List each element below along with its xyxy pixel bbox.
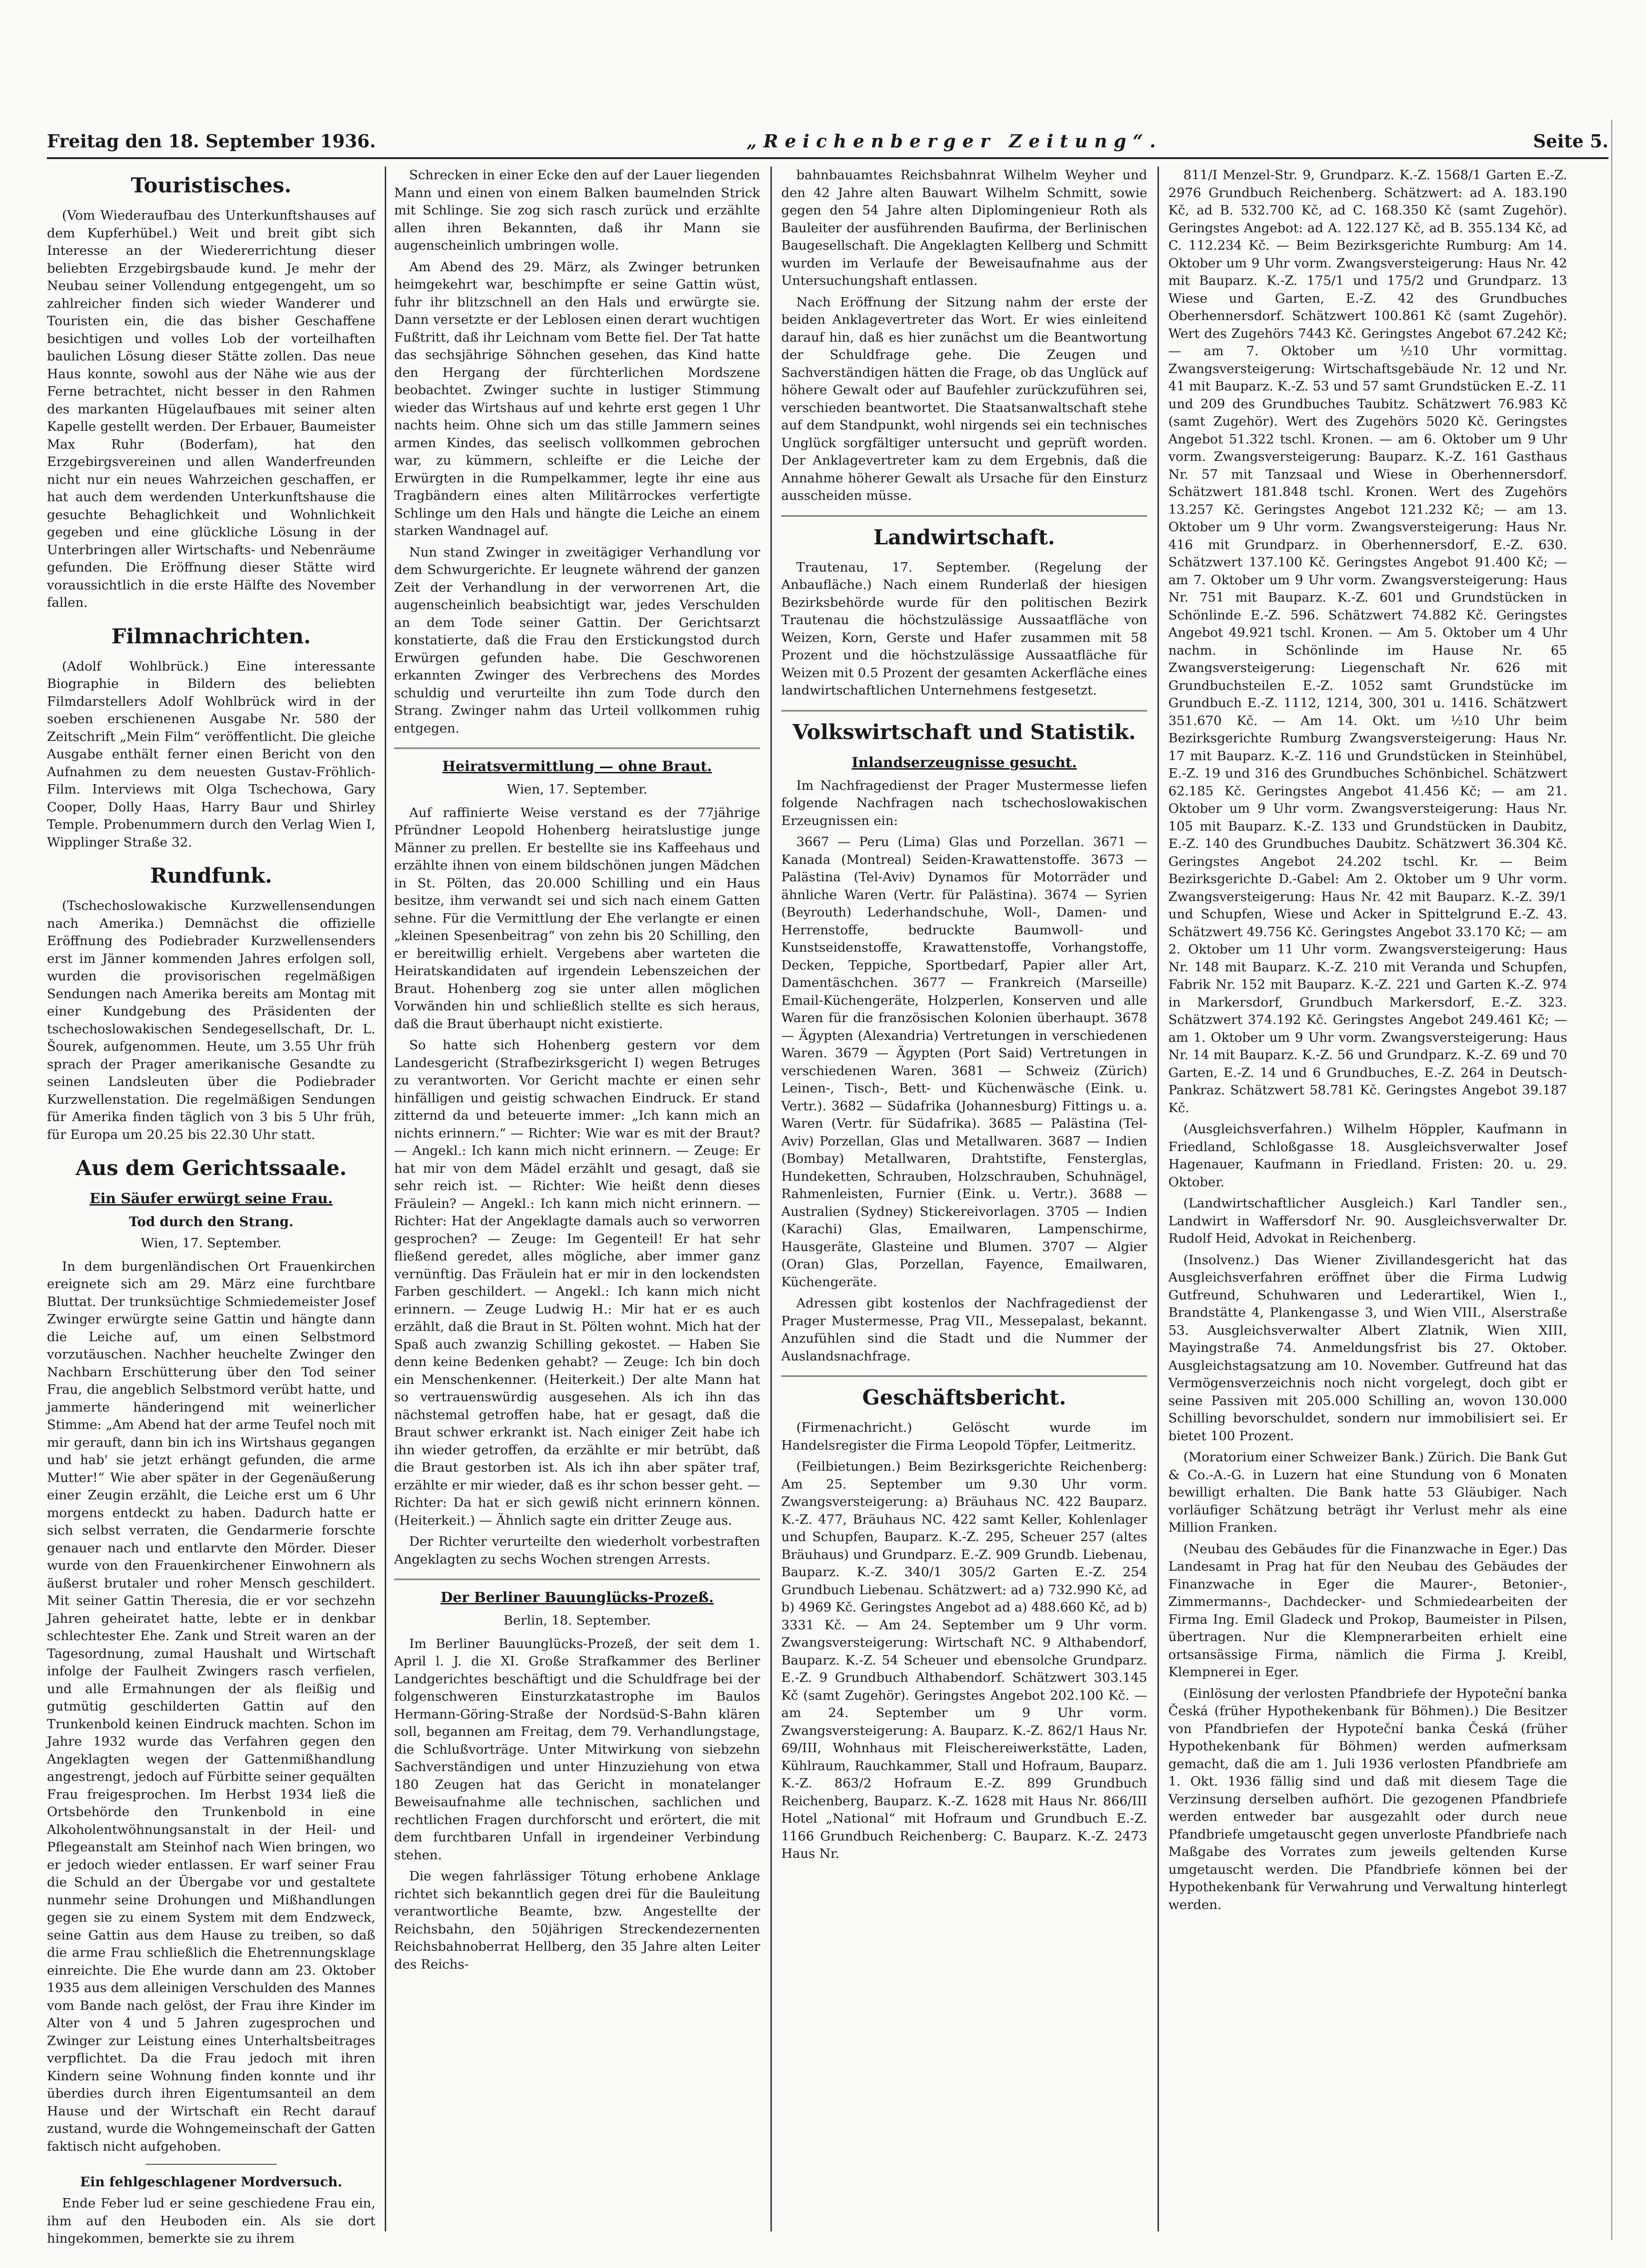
article-text: (Neubau des Gebäudes für die Finanzwache in Eger.) Das Landesamt in Prag hat für den Neubau des Gebäudes der Finanzwache in Eger die Maurer-, Betonier-, Zimmermanns-, Dachdecker- und Schmiedearbeiten der Firma Ing. Emil Gladeck und Prokop, Baumeister in Pilsen, übertragen. Nur die Klempnerarbeiten erhielt eine ortsansässige Firma, nämlich die Firma J. Kreibl, Klempnerei in Eger. xyxy=(1168,1541,1567,1680)
section-tourist xyxy=(47,173,375,612)
column-2 xyxy=(394,167,760,2231)
section-radio xyxy=(47,863,375,1144)
separator xyxy=(781,515,1147,517)
article-subheadline: Tod durch den Strang. xyxy=(129,1214,294,1229)
article-text: In dem burgenländischen Ort Frauenkirchen ereignete sich am 29. März eine furchtbare Bluttat. Der trunksüchtige Schmiedemeister Josef Zwinger erwürgte seine Gattin und hängte dann die Leiche auf, um einen Selbstmord vorzutäuschen. Nachher heuchelte Zwinger den Nachbarn Erschütterung über den Tod seiner Frau, die angeblich Selbstmord verübt hatte, und jammerte händeringend mit weinerlicher Stimme: „Am Abend hat der arme Teufel noch mit mir gerauft, dann bin ich ins Wirtshaus gegangen und hab' sie jetzt erhängt gefunden, die arme Mutter!“ Wie aber später in der Gegenäußerung einer Zeugin erzählt, die Leiche erst um 6 Uhr morgens entdeckt zu haben. Dadurch hatte er sich selbst verraten, die Gendarmerie forschte genauer nach und entlarvte den Mörder. Dieser wurde von den Frauenkirchener Einwohnern als äußerst brutaler und roher Mensch geschildert. Mit seiner Gattin Theresia, die er vor sechzehn Jahren geheiratet hatte, lebte er in denkbar schlechtester Ehe. Zank und Streit waren an der Tagesordnung, zumal Haushalt und Wirtschaft infolge der Faulheit Zwingers rasch verfielen, und alle Ermahnungen der als fleißig und gutmütig geschilderten Gattin auf den Trunkenbold keinen Eindruck machten. Schon im Jahre 1932 wurde das Verfahren gegen den Angeklagten wegen der Gattenmißhandlung angestrengt, jedoch auf Fürbitte seiner gequälten Frau freigesprochen. Im Herbst 1934 ließ die Ortsbehörde den Trunkenbold in eine Alkoholentwöhnungsanstalt in der Heil- und Pflegeanstalt am Steinhof nach Wien bringen, wo er jedoch wieder entlassen. Er warf seiner Frau die Schuld an der Übergabe vor und gestaltete nunmehr seine Drohungen und Mißhandlungen gegen sie zu einem System mit dem Endzweck, seine Gattin aus dem Hause zu treiben, so daß die arme Frau schließlich die Ehetrennungsklage einreichte. Die Ehe wurde dann am 23. Oktober 1935 aus dem alleinigen Verschulden des Mannes vom Bande nach gelöst, der Frau ihre Kinder im Alter von 4 und 5 Jahren zugesprochen und Zwinger zur Leistung eines Unterhaltsbeitrages verpflichtet. Da die Frau jedoch mit ihren Kindern seine Wohnung finden konnte und ihr überdies durch ihren Eigentumsanteil an dem Hause und der Wirtschaft ein Recht darauf zustand, wurde die Wohngemeinschaft der Gatten faktisch nicht aufgehoben. xyxy=(47,1259,375,2154)
separator xyxy=(394,748,760,749)
article-headline: Der Berliner Bauunglücks-Prozeß. xyxy=(440,1589,714,1606)
article-text: 811/I Menzel-Str. 9, Grundparz. K.-Z. 1568/1 Garten E.-Z. 2976 Grundbuch Reichenberg. Schätzwert: ad A. 183.190 Kč, ad B. 532.700 Kč, ad C. 168.350 Kč (samt Zugehör). Geringstes Angebot: ad A. 122.127 Kč, ad B. 355.134 Kč, ad C. 112.234 Kč. — Beim Bezirksgerichte Rumburg: Am 14. Oktober um 9 Uhr vorm. Zwangsversteigerung: Haus Nr. 42 mit Bauparz. K.-Z. 175/1 und 175/2 und Grundparz. 13 Wiese und Garten, E.-Z. 42 des Grundbuches Oberhennersdorf. Schätzwert 100.861 Kč (samt Zugehör). Wert des Zugehörs 7443 Kč. Geringstes Angebot 67.242 Kč; — am 7. Oktober um ½10 Uhr vormittag. Zwangsversteigerung: Wirtschaftsgebäude Nr. 12 und Nr. 41 mit Bauparz. K.-Z. 53 und 57 samt Grundstücken E.-Z. 11 und 209 des Grundbuches Taubitz. Schätzwert 76.983 Kč (samt Zugehör). Wert des Zugehörs 5020 Kč. Geringstes Angebot 51.322 tschl. Kronen. — am 6. Oktober um 9 Uhr vorm. Zwangsversteigerung: Bauparz. K.-Z. 161 Gasthaus Nr. 57 mit Tanzsaal und Wiese in Oberhennersdorf. Schätzwert 181.848 tschl. Kronen. Wert des Zugehörs 13.257 Kč. Geringstes Angebot 121.232 Kč; — am 13. Oktober um 9 Uhr vorm. Zwangsversteigerung: Haus Nr. 416 mit Grundparz. in Oberhennersdorf, E.-Z. 630. Schätzwert 137.100 Kč. Geringstes Angebot 91.400 Kč; — am 7. Oktober um 9 Uhr vorm. Zwangsversteigerung: Haus Nr. 751 mit Bauparz. K.-Z. 601 und Grundstücken in Schönlinde E.-Z. 596. Schätzwert 74.882 Kč. Geringstes Angebot 49.921 tschl. Kronen. — Am 5. Oktober um 4 Uhr nachm. in Schönlinde im Hause Nr. 65 Zwangsversteigerung: Liegenschaft Nr. 626 mit Grundbuchsteilen E.-Z. 1052 samt Grundstücke im Grundbuch E.-Z. 1112, 1214, 300, 301 u. 1416. Schätzwert 351.670 Kč. — Am 14. Okt. um ½10 Uhr beim Bezirksgerichte Rumburg Zwangsversteigerung: Haus Nr. 17 mit Bauparz. K.-Z. 116 und Grundstücken in Steinhübel, E.-Z. 19 und 316 des Grundbuches Schönbichel. Schätzwert 62.185 Kč. Geringstes Angebot 41.456 Kč; — am 21. Oktober um 9 Uhr vorm. Zwangsversteigerung: Haus Nr. 105 mit Bauparz. K.-Z. 133 und Grundstücken in Daubitz, E.-Z. 140 des Grundbuches Daubitz. Schätzwert 36.304 Kč. Geringstes Angebot 24.202 tschl. Kr. — Beim Bezirksgerichte D.-Gabel: Am 2. Oktober um 9 Uhr vorm. Zwangsversteigerung: Haus Nr. 42 mit Bauparz. K.-Z. 39/1 und Schupfen, Wiese und Acker in Spittelgrund E.-Z. 43. Schätzwert 49.756 Kč. Geringstes Angebot 33.170 Kč; — am 2. Oktober um 11 Uhr vorm. Zwangsversteigerung: Haus Nr. 148 mit Bauparz. K.-Z. 210 mit Veranda und Schupfen, Fabrik Nr. 152 mit Bauparz. K.-Z. 221 und Garten K.-Z. 974 in Markersdorf, Grundbuch Markersdorf, E.-Z. 323. Schätzwert 374.192 Kč. Geringstes Angebot 249.461 Kč; — am 1. Oktober um 9 Uhr vorm. Zwangsversteigerung: Haus Nr. 14 mit Bauparz. K.-Z. 56 und Grundparz. K.-Z. 69 und 70 Garten, E.-Z. 14 und 6 Grundbuches, E.-Z. 264 in Deutsch-Pankraz. Schätzwert 58.781 Kč. Geringstes Angebot 39.187 Kč. xyxy=(1168,168,1567,1115)
article-text: Der Richter verurteilte den wiederholt vorbestraften Angeklagten zu sechs Wochen strengen Arrests. xyxy=(394,1534,760,1567)
article-text: Am Abend des 29. März, als Zwinger betrunken heimgekehrt war, beschimpfte er seine Gattin wüst, fuhr ihr blitzschnell an den Hals und erwürgte sie. Dann versetzte er der Leblosen einen derart wuchtigen Fußtritt, daß ihr Leichnam vom Bette fiel. Der Tat hatte das sechsjährige Söhnchen gesehen, das Kind hatte den Hergang der fürchterlichen Mordszene beobachtet. Zwinger suchte in lustiger Stimmung wieder das Wirtshaus auf und kehrte erst gegen 1 Uhr nachts heim. Ohne sich um das stille Jammern seines armen Kindes, das seelisch vollkommen gebrochen war, zu kümmern, schleifte er die Leiche der Erwürgten in die Rumpelkammer, legte ihr eine aus Tragbändern eines alten Militärrockes verfertigte Schlinge um den Hals und hängte die Leiche an einem starken Wandnagel auf. xyxy=(394,259,760,538)
article-text: Schrecken in einer Ecke den auf der Lauer liegenden Mann und einen von einem Balken baumelnden Strick mit Schlinge. Sie zog sich rasch zurück und erzählte allen ihren Bekannten, daß ihr Mann sie augenscheinlich umbringen wolle. xyxy=(394,168,760,253)
article-text: bahnbauamtes Reichsbahnrat Wilhelm Weyher und den 42 Jahre alten Bauwart Wilhelm Schmitt, sowie gegen den 54 Jahre alten Diplomingenieur Roth als Bauleiter der ausführenden Baufirma, der Berlinischen Baugesellschaft. Die Angeklagten Kellberg und Schmitt wurden im Verlaufe der Beweisaufnahme aus der Untersuchungshaft entlassen. xyxy=(781,168,1147,288)
section-film xyxy=(47,624,375,852)
article-text: Im Nachfragedienst der Prager Mustermesse liefen folgende Nachfragen nach tschechoslowakischen Erzeugnissen ein: xyxy=(781,778,1147,828)
article-text: Ende Feber lud er seine geschiedene Frau ein, ihm auf den Heuboden ein. Als sie dort hingekommen, bemerkte sie zu ihrem xyxy=(47,2196,375,2246)
column-4 xyxy=(1168,167,1567,2231)
article-text: (Moratorium einer Schweizer Bank.) Zürich. Die Bank Gut & Co.-A.-G. in Luzern hat eine Stundung von 6 Monaten bewilligt erhalten. Die Bank hatte 53 Gläubiger. Nach vorläufiger Schätzung beträgt ihr Verlust mehr als eine Million Franken. xyxy=(1168,1450,1567,1535)
article-text: So hatte sich Hohenberg gestern vor dem Landesgericht (Strafbezirksgericht I) wegen Betruges zu verantworten. Vor Gericht machte er einen sehr hinfälligen und geistig schwachen Eindruck. Er stand zitternd da und beteuerte immer: „Ich kann mich an nichts erinnern.“ — Richter: Wie war es mit der Braut? — Angekl.: Ich kann mich nicht erinnern. — Zeuge: Er hat mir von dem Mädel erzählt und gesagt, daß sie sehr reich ist. — Richter: Wie heißt denn dieses Fräulein? — Angekl.: Ich kann mich nicht erinnern. — Richter: Hat der Angeklagte damals auch so verworren gesprochen? — Zeuge: Im Gegenteil! Er hat sehr fließend geredet, alles mögliche, aber immer ganz vernünftig. Das Fräulein hat er mir in den lockendsten Farben geschildert. — Angekl.: Ich kann mich nicht erinnern. — Zeuge Ludwig H.: Mir hat er es auch erzählt, daß die Braut in St. Pölten wohnt. Mich hat der Spaß auch zwanzig Schilling gekostet. — Haben Sie denn keine Bedenken gehabt? — Zeuge: Ich bin doch ein Menschenkenner. (Heiterkeit.) Der alte Mann hat so vertrauenswürdig ausgesehen. Als ich ihn das nächstemal getroffen habe, hat er gesagt, daß die Braut schwer erkrankt ist. Nach einiger Zeit habe ich ihn wieder getroffen, da erzählte er mir betrübt, daß die Braut gestorben ist. Als ich ihn aber später traf, erzählte er mir wieder, daß es ihr schon besser geht. — Richter: Da hat er sich gewiß nicht erinnern können. (Heiterkeit.) — Ähnlich sagte ein dritter Zeuge aus. xyxy=(394,1038,760,1528)
column-rule-1 xyxy=(385,167,386,2231)
section-title-business: Geschäftsbericht. xyxy=(862,1386,1067,1410)
column-1 xyxy=(47,167,375,2246)
separator xyxy=(145,2164,277,2165)
article-text: Adressen gibt kostenlos der Nachfragedienst der Prager Mustermesse, Prag VII., Messepalast, bekannt. Anzufühlen sind die Stadt und die Nummer der Auslandsnachfrage. xyxy=(781,1296,1147,1364)
article-dateline: Berlin, 18. September. xyxy=(503,1613,651,1628)
article-text: (Vom Wiederaufbau des Unterkunftshauses auf dem Kupferhübel.) Weit und breit gibt sich Interesse an der Wiedererrichtung dieser beliebten Erzgebirgsbaude kund. Je mehr der Neubau seiner Vollendung entgegengeht, um so zahlreicher finden sich wieder Wanderer und Touristen ein, die das bisher Geschaffene besichtigen und volles Lob der vorteilhaften baulichen Lösung dieser Stätte zollen. Das neue Haus konnte, sowohl aus der Nähe wie aus der Ferne betrachtet, nicht besser in den Rahmen des markanten Hügelaufbaues mit seiner alten Kapelle gestellt werden. Der Erbauer, Baumeister Max Ruhr (Boderfam), hat den Erzgebirgsvereinen und allen Wanderfreunden nicht nur ein neues Wahrzeichen geschaffen, er hat auch dem werdenden Unterkunftshause die gesuchte Behaglichkeit und Wohnlichkeit gegeben und eine glückliche Lösung in der Unterbringen aller Wirtschafts- und Nebenräume gefunden. Die Eröffnung dieser Stätte wird voraussichtlich in die erste Hälfte des November fallen. xyxy=(47,208,375,610)
article-text: (Ausgleichsverfahren.) Wilhelm Höppler, Kaufmann in Friedland, Schloßgasse 18. Ausgleichsverwalter Josef Hagenauer, Kaufmann in Friedland. Fristen: 20. u. 29. Oktober. xyxy=(1168,1122,1567,1190)
section-title-radio: Rundfunk. xyxy=(150,864,273,888)
article-text: Nun stand Zwinger in zweitägiger Verhandlung vor dem Schwurgerichte. Er leugnete während der ganzen Zeit der Verhandlung in der verworrenen Art, die augenscheinlich beabsichtigt war, jedes Verschulden an dem Tode seiner Gattin. Der Gerichtsarzt konstatierte, daß die Frau den Erstickungstod durch Erwürgen gefunden habe. Die Geschworenen erkannten Zwinger des Verbrechens des Mordes schuldig und verurteilte ihn zum Tode durch den Strang. Zwinger nahm das Urteil vollkommen ruhig entgegen. xyxy=(394,544,760,736)
article-text: Auf raffinierte Weise verstand es der 77jährige Pfründner Leopold Hohenberg heiratslustige junge Männer zu prellen. Er bestellte sie ins Kaffeehaus und erzählte ihnen von einem bildschönen jungen Mädchen in St. Pölten, das 20.000 Schilling und ein Haus besitze, ihm verwandt sei und sich nach einem Gatten sehne. Für die Vermittlung der Ehe verlangte er einen „kleinen Spesenbeitrag“ von zehn bis 20 Schilling, den er bereitwillig erhielt. Vergebens aber warteten die Heiratskandidaten auf irgendein Lebenszeichen der Braut. Hohenberg zog sie unter allen möglichen Vorwänden hin und schließlich stellte es sich heraus, daß die Braut überhaupt nicht existierte. xyxy=(394,805,760,1031)
article-text: Im Berliner Bauunglücks-Prozeß, der seit dem 1. April l. J. die XI. Große Strafkammer des Berliner Landgerichtes beschäftigt und die Schuldfrage bei der folgenschweren Einsturzkatastrophe im Baulos Hermann-Göring-Straße der Nordsüd-S-Bahn klären soll, begannen am Freitag, dem 79. Verhandlungstage, die Schlußvorträge. Unter Mitwirkung von siebzehn Sachverständigen und unter Hinzuziehung von etwa 180 Zeugen hat das Gericht in monatelanger Beweisaufnahme alle technischen, sachlichen und rechtlichen Fragen durchforscht und erörtert, die mit dem furchtbaren Unfall in irgendeiner Verbindung stehen. xyxy=(394,1636,760,1863)
article-text: 3667 — Peru (Lima) Glas und Porzellan. 3671 — Kanada (Montreal) Seiden-Krawattenstoffe. 3673 — Palästina (Tel-Aviv) Dynamos für Motorräder und ähnliche Waren (Vertr. für Palästina). 3674 — Syrien (Beyrouth) Lederhandschuhe, Woll-, Damen- und Herrenstoffe, bedruckte Baumwoll- und Kunstseidenstoffe, Krawattenstoffe, Vorhangstoffe, Decken, Teppiche, Sportbedarf, Papier aller Art, Damentäschchen. 3677 — Frankreich (Marseille) Email-Küchengeräte, Holzperlen, Konserven und alle Waren für die französischen Kolonien überhaupt. 3678 — Ägypten (Alexandria) Vertretungen in verschiedenen Waren. 3679 — Ägypten (Port Said) Vertretungen in verschiedenen Waren. 3681 — Schweiz (Zürich) Leinen-, Tisch-, Bett- und Küchenwäsche (Eink. u. Vertr.). 3682 — Südafrika (Johannesburg) Fittings u. a. Waren (Vertr. für Südafrika). 3685 — Palästina (Tel-Aviv) Porzellan, Glas und Metallwaren. 3687 — Indien (Bombay) Metallwaren, Drahtstifte, Fensterglas, Hundeketten, Schrauben, Holzschrauben, Schuhnägel, Rahmenleisten, Furnier (Eink. u. Vertr.). 3688 — Australien (Sydney) Stickereivorlagen. 3705 — Indien (Karachi) Glas, Emailwaren, Lampenschirme, Hausgeräte, Glasteine und Blumen. 3707 — Algier (Oran) Glas, Porzellan, Fayence, Emailwaren, Küchengeräte. xyxy=(781,834,1147,1290)
article-subheadline: Ein fehlgeschlagener Mordversuch. xyxy=(80,2174,343,2190)
header-date: Freitag den 18. September 1936. xyxy=(47,130,376,152)
article-headline: Inlandserzeugnisse gesucht. xyxy=(852,754,1077,771)
article-text: (Tschechoslowakische Kurzwellensendungen nach Amerika.) Demnächst die offizielle Eröffnung des Podiebrader Kurzwellensenders erst im Jänner kommenden Jahres erfolgen soll, wurden die provisorischen regelmäßigen Sendungen nach Amerika bereits am Montag mit einer Kundgebung des Präsidenten der tschechoslowakischen Sendegesellschaft, Dr. L. Šourek, aufgenommen. Heute, um 3.55 Uhr früh sprach der Prager amerikanische Gesandte zu seinen Landsleuten über die Podiebrader Kurzwellenstation. Die regelmäßigen Sendungen für Amerika finden täglich von 3 bis 5 Uhr früh, für Europa um 20.25 bis 22.30 Uhr statt. xyxy=(47,898,375,1142)
header-masthead: „Reichenberger Zeitung“. xyxy=(747,130,1163,152)
section-court xyxy=(47,1156,375,2248)
separator xyxy=(781,1375,1147,1377)
header-page-number: Seite 5. xyxy=(1533,130,1608,152)
article-headline: Ein Säufer erwürgt seine Frau. xyxy=(89,1191,333,1207)
article-text: Trautenau, 17. September. (Regelung der Anbaufläche.) Nach einem Runderlaß der hiesigen Bezirksbehörde wurde für den politischen Bezirk Trautenau die höchstzulässige Aussaatfläche von Weizen, Korn, Gerste und Hafer zusammen mit 58 Prozent und die höchstzulässige Aussaatfläche für Weizen mit 0.5 Prozent der gesamten Ackerfläche eines landwirtschaftlichen Unternehmens festgesetzt. xyxy=(781,559,1147,698)
separator xyxy=(781,710,1147,711)
page-edge-rule xyxy=(1611,120,1612,2240)
article-text: (Firmenachricht.) Gelöscht wurde im Handelsregister die Firma Leopold Töpfer, Leitmeritz. xyxy=(781,1420,1147,1453)
section-title-economy: Volkswirtschaft und Statistik. xyxy=(793,720,1136,744)
column-3 xyxy=(781,167,1147,2231)
section-title-tourist: Touristisches. xyxy=(130,174,292,198)
separator xyxy=(394,1579,760,1580)
article-text: (Insolvenz.) Das Wiener Zivillandesgericht hat das Ausgleichsverfahren eröffnet über die Firma Ludwig Gutfreund, Schuhwaren und Lederartikel, Wien I., Brandstätte 4, Plankengasse 3, und Wien VIII., Alserstraße 53. Ausgleichsverwalter Albert Zlatnik, Wien XIII, Mayingstraße 74. Anmeldungsfrist bis 27. Oktober. Ausgleichstagsatzung am 10. November. Gutfreund hat das Vermögensverzeichnis noch nicht vorgelegt, doch gibt er seine Passiven mit 205.000 Schilling an, wovon 130.000 Schilling bevorschuldet, sondern nur immobilisiert sei. Er bietet 100 Prozent. xyxy=(1168,1252,1567,1443)
article-text: Nach Eröffnung der Sitzung nahm der erste der beiden Anklagevertreter das Wort. Er wies einleitend darauf hin, daß es hier zunächst um die Beantwortung der Schuldfrage gehe. Die Zeugen und Sachverständigen hätten die Frage, ob das Unglück auf höhere Gewalt oder auf Baufehler zurückzuführen sei, verschieden beantwortet. Die Staatsanwaltschaft stehe auf dem Standpunkt, wohl nirgends sei ein technisches Unglück sorgfältiger untersucht und geprüft worden. Der Anklagevertreter kam zu dem Ergebnis, daß die Annahme höherer Gewalt als Ursache für den Einsturz ausscheiden müsse. xyxy=(781,294,1147,503)
section-title-court: Aus dem Gerichtssaale. xyxy=(75,1156,347,1180)
article-text: (Einlösung der verlosten Pfandbriefe der Hypoteční banka Česká (früher Hypothekenbank für Böhmen).) Die Besitzer von Pfandbriefen der Hypoteční banka Česká (früher Hypothekenbank für Böhmen) werden aufmerksam gemacht, daß die am 1. Juli 1936 verlosten Pfandbriefe am 1. Okt. 1936 fällig sind und daß mit diesem Tage die Verzinsung derselben aufhört. Die gezogenen Pfandbriefe werden entweder bar ausgezahlt oder durch neue Pfandbriefe umgetauscht gegen unverloste Pfandbriefe nach Maßgabe des Vorrates zum jeweils geltenden Kurse umgetauscht werden. Die Pfandbriefe können bei der Hypothekenbank für Verwahrung und Verwaltung hinterlegt werden. xyxy=(1168,1686,1567,1912)
section-title-agriculture: Landwirtschaft. xyxy=(873,525,1055,550)
article-headline: Heiratsvermittlung — ohne Braut. xyxy=(442,758,712,775)
article-text: (Feilbietungen.) Beim Bezirksgerichte Reichenberg: Am 25. September um 9.30 Uhr vorm. Zwangsversteigerung: a) Bräuhaus NC. 422 Bauparz. K.-Z. 477, Bräuhaus NC. 422 samt Keller, Kohlenlager und Schupfen, Bauparz. K.-Z. 295, Scheuer 257 (altes Bräuhaus) und Grundparz. E.-Z. 909 Grundb. Liebenau, Bauparz. K.-Z. 340/1 305/2 Garten E.-Z. 254 Grundbuch Liebenau. Schätzwert: ad a) 732.990 Kč, ad b) 4969 Kč. Geringstes Angebot ad a) 488.660 Kč, ad b) 3331 Kč. — Am 24. September um 9 Uhr vorm. Zwangsversteigerung: Wirtschaft NC. 9 Althabendorf, Bauparz. K.-Z. 54 Scheuer und ebensolche Grundparz. E.-Z. 9 Grundbuch Althabendorf. Schätzwert 303.145 Kč (samt Zugehör). Geringstes Angebot 202.100 Kč. — am 24. September um 9 Uhr vorm. Zwangsversteigerung: A. Bauparz. K.-Z. 862/1 Haus Nr. 69/III, Wohnhaus mit Fleischereiwerkstätte, Laden, Kühlraum, Rauchkammer, Stall und Hofraum, Bauparz. K.-Z. 863/2 Hofraum E.-Z. 899 Grundbuch Reichenberg, Bauparz. K.-Z. 1628 mit Haus Nr. 866/III Hotel „National“ mit Hofraum und Grundbuch E.-Z. 1166 Grundbuch Reichenberg: C. Bauparz. K.-Z. 2473 Haus Nr. xyxy=(781,1459,1147,1861)
column-rule-2 xyxy=(770,167,772,2231)
article-dateline: Wien, 17. September. xyxy=(507,782,648,797)
article-dateline: Wien, 17. September. xyxy=(141,1236,282,1251)
page-header xyxy=(47,124,1608,159)
section-title-film: Filmnachrichten. xyxy=(111,624,311,649)
column-rule-3 xyxy=(1158,167,1159,2231)
article-text: (Adolf Wohlbrück.) Eine interessante Biographie in Bildern des beliebten Filmdarstellers Adolf Wohlbrück wird in der soeben erschienenen Ausgabe Nr. 580 der Zeitschrift „Mein Film“ veröffentlicht. Die gleiche Ausgabe enthält ferner einen Bericht von den Aufnahmen zu dem neuesten Gustav-Fröhlich-Film. Interviews mit Olga Tschechowa, Gary Cooper, Dolly Haas, Harry Baur und Shirley Temple. Probenummern durch den Verlag Wien I, Wipplinger Straße 32. xyxy=(47,658,375,850)
article-text: Die wegen fahrlässiger Tötung erhobene Anklage richtet sich bekanntlich gegen drei für die Bauleitung verantwortliche Beamte, bzw. Angestellte der Reichsbahn, den 50jährigen Streckendezernenten Reichsbahnoberrat Hellberg, den 35 Jahre alten Leiter des Reichs- xyxy=(394,1869,760,1972)
article-text: (Landwirtschaftlicher Ausgleich.) Karl Tandler sen., Landwirt in Waffersdorf Nr. 90. Ausgleichsverwalter Dr. Rudolf Heid, Advokat in Reichenberg. xyxy=(1168,1196,1567,1246)
